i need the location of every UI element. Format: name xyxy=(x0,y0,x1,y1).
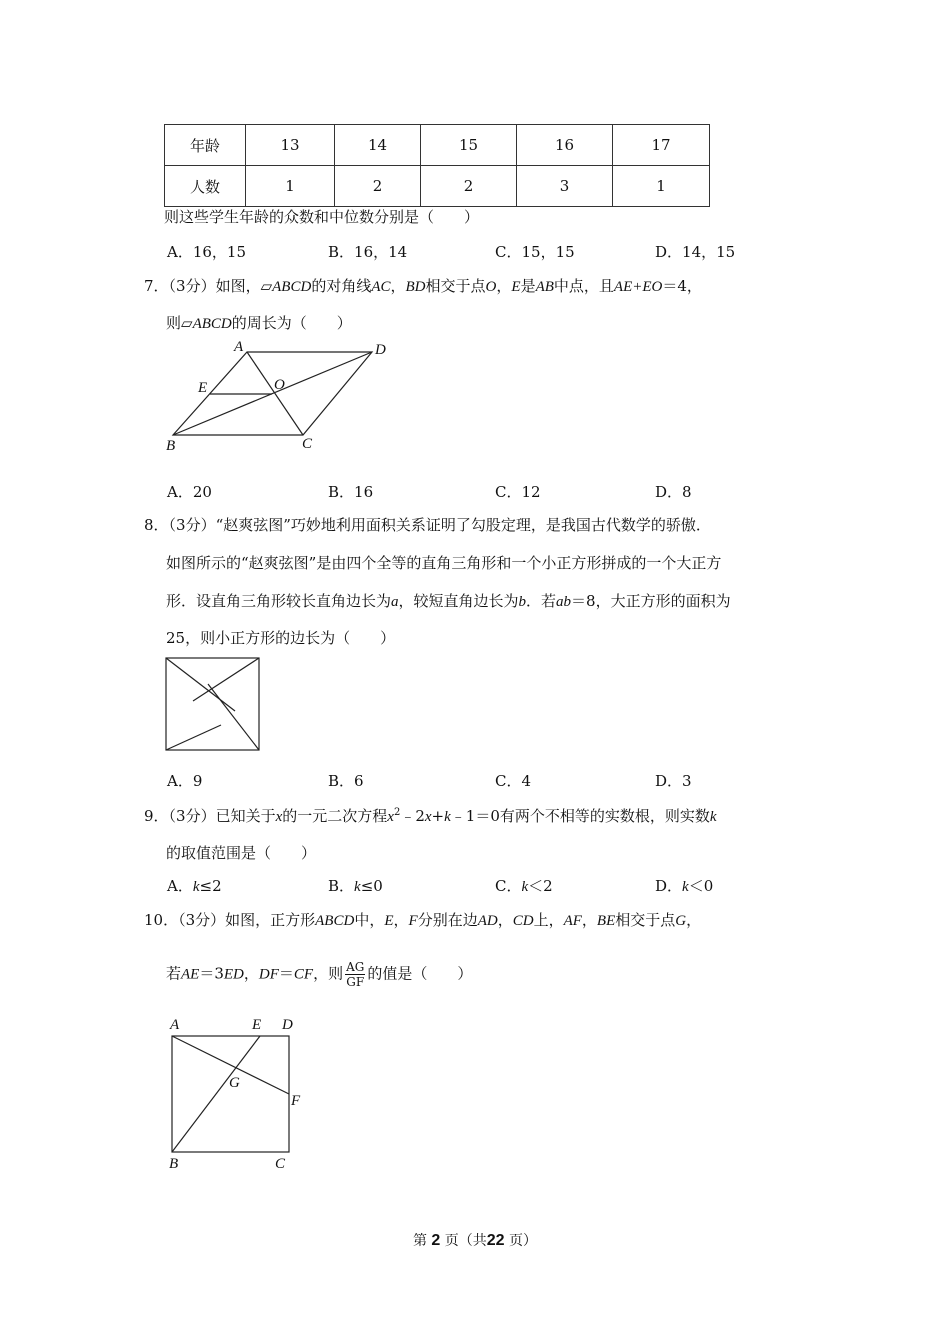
q10-label-f: F xyxy=(291,1093,301,1109)
q6-option-d: D．14，15 xyxy=(655,243,736,261)
q8-option-b: B．6 xyxy=(328,772,364,790)
table-cell: 15 xyxy=(421,125,517,166)
page-number: 2 xyxy=(431,1232,441,1249)
q8-option-a: A．9 xyxy=(167,772,203,790)
q10-square-figure xyxy=(162,1013,337,1173)
q6-option-c: C．15，15 xyxy=(495,243,575,261)
q9-option-b: B．k≤0 xyxy=(328,877,383,895)
q7-option-c: C．12 xyxy=(495,483,541,501)
q7-option-d: D．8 xyxy=(655,483,692,501)
q8-line2: 如图所示的“赵爽弦图”是由四个全等的直角三角形和一个小正方形拼成的一个大正方 xyxy=(166,554,722,572)
q8-option-d: D．3 xyxy=(655,772,692,790)
table-cell: 16 xyxy=(517,125,613,166)
q10-label-b: B xyxy=(169,1156,179,1172)
q8-line3: 形．设直角三角形较长直角边长为a，较短直角边长为b．若ab＝8，大正方形的面积为 xyxy=(166,592,731,610)
table-header-cell: 年龄 xyxy=(165,125,246,166)
q7-label-c: C xyxy=(302,436,313,452)
total-pages: 22 xyxy=(486,1232,505,1249)
q7-label-e: E xyxy=(198,380,208,396)
q6-option-b: B．16，14 xyxy=(328,243,408,261)
table-cell: 2 xyxy=(335,166,421,207)
q7-parallelogram-figure xyxy=(160,340,400,455)
q6-option-a: A．16，15 xyxy=(167,243,247,261)
table-header-cell: 人数 xyxy=(165,166,246,207)
q7-label-a: A xyxy=(234,340,244,355)
table-cell: 2 xyxy=(421,166,517,207)
age-table xyxy=(164,124,710,207)
table-cell: 3 xyxy=(517,166,613,207)
q9-option-a: A．k≤2 xyxy=(167,877,222,895)
q10-label-c: C xyxy=(275,1156,286,1172)
q9-option-d: D．k＜0 xyxy=(655,877,714,895)
zhao-shuang-diagram xyxy=(163,655,263,753)
q10-label-d: D xyxy=(282,1017,293,1033)
table-cell: 17 xyxy=(613,125,710,166)
table-cell: 1 xyxy=(246,166,335,207)
q10-line2: 若AE＝3ED，DF＝CF，则 $\frac{AG}{GF}$ 的值是（ ） xyxy=(166,960,473,989)
q8-line4: 25，则小正方形的边长为（ ） xyxy=(166,629,396,647)
table-row xyxy=(165,125,710,166)
page-footer: 第 2 页（共22 页） xyxy=(412,1232,538,1249)
q10-line1: 10．（3分）如图，正方形ABCD中，E，F分别在边AD，CD上，AF，BE相交于点G， xyxy=(144,911,702,929)
table-cell: 1 xyxy=(613,166,710,207)
table-cell: 13 xyxy=(246,125,335,166)
q7-option-a: A．20 xyxy=(167,483,212,501)
q8-line1: 8．（3分）“赵爽弦图”巧妙地利用面积关系证明了勾股定理，是我国古代数学的骄傲． xyxy=(144,516,711,534)
q9-line2: 的取值范围是（ ） xyxy=(166,844,317,862)
q7-line1: 7．（3分）如图，▱ABCD的对角线AC，BD相交于点O，E是AB中点，且AE+EO＝4， xyxy=(144,277,702,295)
q7-label-d: D xyxy=(375,342,386,358)
q10-label-e: E xyxy=(252,1017,262,1033)
q9-option-c: C．k＜2 xyxy=(495,877,553,895)
q9-line1: 9．（3分）已知关于x的一元二次方程$x^2﹣2x+k﹣1=0$有两个不相等的实数根，则实数k xyxy=(144,807,717,825)
q7-label-b: B xyxy=(166,438,176,454)
q10-label-g: G xyxy=(229,1075,240,1091)
q7-label-o: O xyxy=(274,377,285,393)
q6-question: 则这些学生年龄的众数和中位数分别是（ ） xyxy=(164,208,480,226)
q7-option-b: B．16 xyxy=(328,483,374,501)
table-cell: 14 xyxy=(335,125,421,166)
ag-over-gf-fraction: $\frac{AG}{GF}$ xyxy=(346,960,365,989)
table-row xyxy=(165,166,710,207)
q8-option-c: C．4 xyxy=(495,772,532,790)
q10-label-a: A xyxy=(170,1017,180,1033)
q7-line2: 则▱ABCD的周长为（ ） xyxy=(166,314,352,332)
